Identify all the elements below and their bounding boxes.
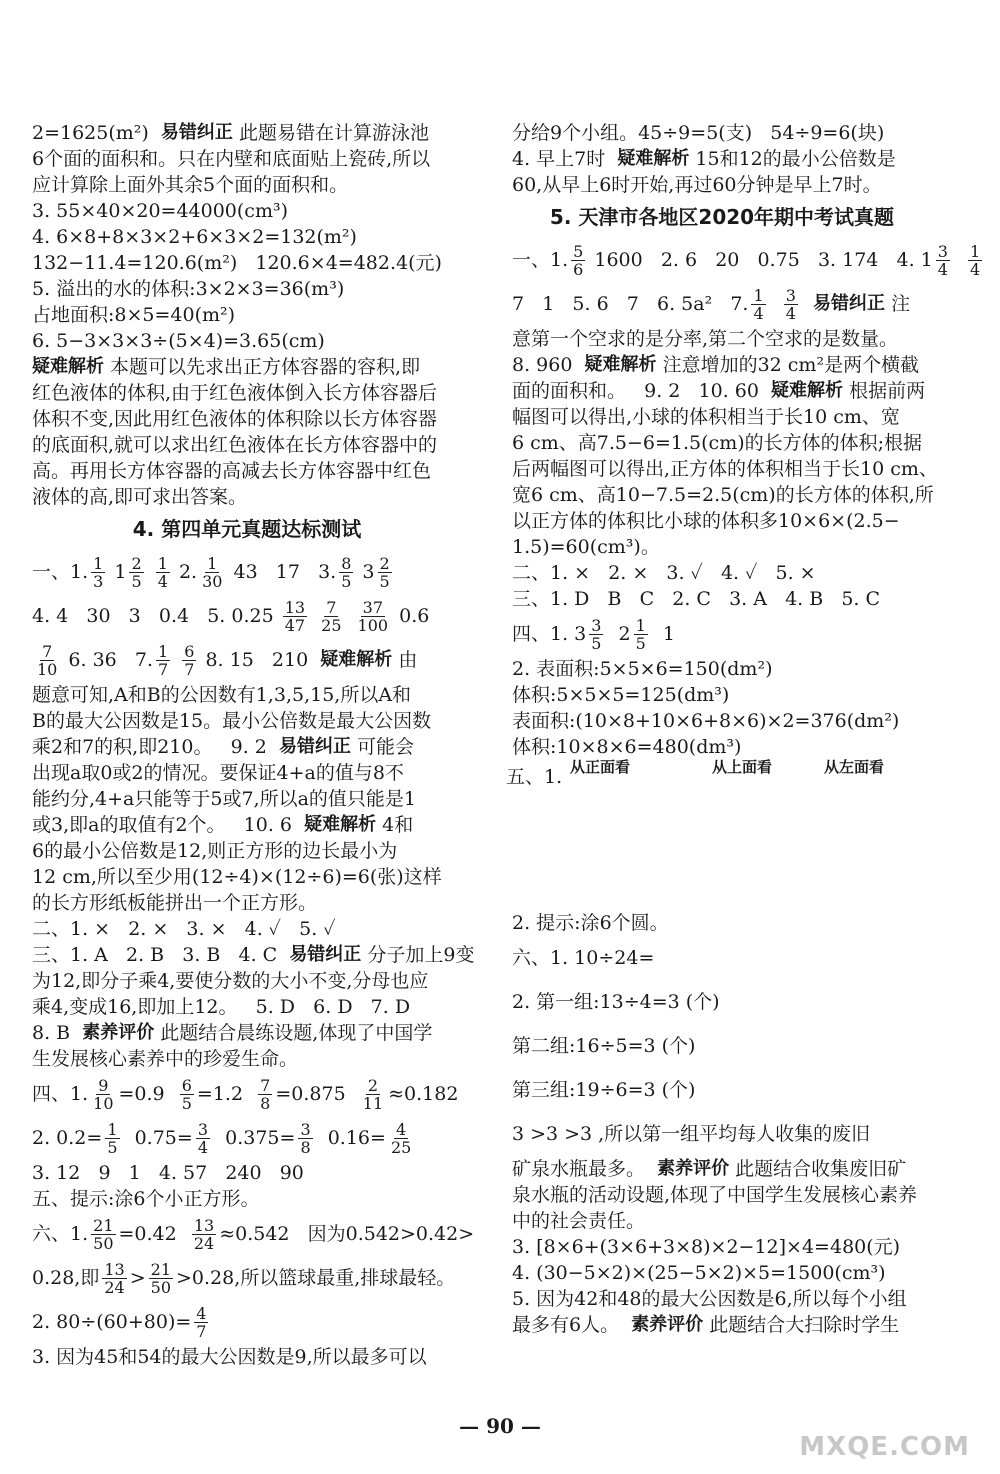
text-line: 六、1. $\frac{21}{50}$ =0.42 $\frac{13}{24}$ ≈0.542 因为0.542>0.42> xyxy=(32,1215,475,1253)
view-label-left: 从左面看 xyxy=(824,758,885,776)
watermark-logo: MXQE.COM xyxy=(799,1432,970,1462)
text-line: 2. 第一组:13÷4=3 (个) xyxy=(512,991,720,1013)
text-line: 表面积:(10×8+10×6+8×6)×2=376(dm²) xyxy=(512,710,900,732)
fraction: $\frac{37}{100}$ xyxy=(357,597,389,635)
text-line: 疑难解析 本题可以先求出正方体容器的容积,即 xyxy=(32,356,421,378)
text-line: 或3,即a的取值有2个。 10. 6 疑难解析 4和 xyxy=(32,814,414,836)
fraction: $\frac{5}{6}$ xyxy=(573,241,584,279)
text-line: 分给9个小组。45÷9=5(支) 54÷9=6(块) xyxy=(512,122,885,144)
text-line: 面的面积和。 9. 2 10. 60 疑难解析 根据前两 xyxy=(512,380,926,402)
fraction: $\frac{8}{5}$ xyxy=(341,553,352,591)
fraction: $\frac{1}{4}$ xyxy=(753,285,764,323)
fraction: $\frac{13}{24}$ xyxy=(104,1259,125,1297)
fraction: $\frac{4}{7}$ xyxy=(196,1303,207,1341)
view-label-front: 从正面看 xyxy=(570,758,631,776)
text-line: 8. 960 疑难解析 注意增加的32 cm²是两个横截 xyxy=(512,354,920,376)
text-line: 2. 80÷(60+80)= $\frac{4}{7}$ xyxy=(32,1303,207,1341)
text-line: 高。再用长方体容器的高减去长方体容器中红色 xyxy=(32,460,432,482)
text-line: 2. 0.2= $\frac{1}{5}$ 0.75= $\frac{3}{4}$ 0.375= $\frac{3}{8}$ 0.16= $\frac{4}{25}$ xyxy=(32,1119,412,1157)
text-line: 4. (30−5×2)×(25−5×2)×5=1500(cm³) xyxy=(512,1262,886,1284)
text-line: 8. B 素养评价 此题结合晨练设题,体现了中国学 xyxy=(32,1022,433,1044)
section-heading: 5. 天津市各地区2020年期中考试真题 xyxy=(549,205,895,229)
text-line: 60,从早上6时开始,再过60分钟是早上7时。 xyxy=(512,174,882,196)
text-line: 为12,即分子乘4,要使分数的大小不变,分母也应 xyxy=(32,970,429,992)
fraction: $\frac{13}{47}$ xyxy=(284,597,306,635)
literacy-evaluation-tag: 素养评价 xyxy=(82,1022,155,1043)
error-correction-tag: 易错纠正 xyxy=(813,293,886,314)
text-line: 乘2和7的积,即210。 9. 2 易错纠正 可能会 xyxy=(32,736,415,758)
analysis-tag: 疑难解析 xyxy=(304,814,377,835)
analysis-tag: 疑难解析 xyxy=(584,354,657,375)
analysis-tag: 疑难解析 xyxy=(320,649,393,670)
text-line: 第三组:19÷6=3 (个) xyxy=(512,1079,696,1101)
text-line: 后两幅图可以得出,正方体的体积相当于长10 cm、 xyxy=(512,458,938,480)
literacy-evaluation-tag: 素养评价 xyxy=(657,1158,730,1179)
text-line: 五、提示:涂6个小正方形。 xyxy=(32,1188,260,1210)
fraction: $\frac{1}{7}$ xyxy=(158,641,169,679)
fraction: $\frac{2}{5}$ xyxy=(379,553,390,591)
text-line: 以正方体的体积比小球的体积多10×6×(2.5− xyxy=(512,510,900,532)
text-line: 4. 4 30 3 0.4 5. 0.25 $\frac{13}{47}$ $\frac{7}{25}$ $\frac{37}{100}$ 0.6 xyxy=(32,597,430,635)
text-line: 中的社会责任。 xyxy=(512,1210,646,1232)
text-line: 2=1625(m²) 易错纠正 此题易错在计算游泳池 xyxy=(32,122,429,144)
text-line: 5. 因为42和48的最大公因数是6,所以每个小组 xyxy=(512,1288,907,1310)
text-line: 体积:10×8×6=480(dm³) xyxy=(512,736,742,758)
text-line: 6个面的面积和。只在内壁和底面贴上瓷砖,所以 xyxy=(32,148,431,170)
fraction: $\frac{7}{25}$ xyxy=(321,597,342,635)
text-line: 生发展核心素养中的珍爱生命。 xyxy=(32,1048,299,1070)
text-line: 3. 因为45和54的最大公因数是9,所以最多可以 xyxy=(32,1346,427,1368)
text-line: 一、1. $\frac{1}{3}$ 1 $\frac{2}{5}$ $\frac{1}{4}$ 2. $\frac{1}{30}$ 43 17 3. $\frac{8}{5}$ 3 $\frac{2}{5}$ xyxy=(32,553,390,591)
fraction: $\frac{4}{25}$ xyxy=(390,1119,412,1157)
text-line: 的长方形纸板能拼出一个正方形。 xyxy=(32,892,318,914)
error-correction-tag: 易错纠正 xyxy=(160,122,233,143)
text-line: B的最大公因数是15。最小公倍数是最大公因数 xyxy=(32,710,432,732)
text-line: 能约分,4+a只能等于5或7,所以a的值只能是1 xyxy=(32,788,417,810)
text-line: 四、1. 3 $\frac{3}{5}$ 2 $\frac{1}{5}$ 1 xyxy=(512,615,675,653)
fraction: $\frac{6}{7}$ xyxy=(184,641,195,679)
text-line: 第二组:16÷5=3 (个) xyxy=(512,1035,696,1057)
text-line: 3. 55×40×20=44000(cm³) xyxy=(32,200,288,222)
fraction: $\frac{7}{8}$ xyxy=(260,1075,271,1113)
text-line: 0.28,即 $\frac{13}{24}$ > $\frac{21}{50}$ >0.28,所以篮球最重,排球最轻。 xyxy=(32,1259,456,1297)
fraction: $\frac{3}{4}$ xyxy=(785,285,796,323)
text-line: 3 >3 >3 ,所以第一组平均每人收集的废旧 xyxy=(512,1123,871,1145)
text-line: 1.5)=60(cm³)。 xyxy=(512,536,660,558)
fraction: $\frac{13}{24}$ xyxy=(193,1215,215,1253)
fraction: $\frac{3}{4}$ xyxy=(197,1119,209,1157)
fraction: $\frac{1}{4}$ xyxy=(970,241,981,279)
text-line: 题意可知,A和B的公因数有1,3,5,15,所以A和 xyxy=(32,684,412,706)
analysis-tag: 疑难解析 xyxy=(32,356,104,377)
fraction: $\frac{6}{5}$ xyxy=(181,1075,192,1113)
fraction: $\frac{21}{50}$ xyxy=(150,1259,171,1297)
text-line: 应计算除上面外其余5个面的面积和。 xyxy=(32,174,349,196)
fraction: $\frac{1}{5}$ xyxy=(107,1119,118,1157)
text-line: 意第一个空求的是分率,第二个空求的是数量。 xyxy=(512,328,899,350)
fraction: $\frac{3}{4}$ xyxy=(937,241,948,279)
text-line: 液体的高,即可求出答案。 xyxy=(32,486,248,508)
text-line: 4. 早上7时 疑难解析 15和12的最小公倍数是 xyxy=(512,148,896,170)
text-line: 2. 表面积:5×5×6=150(dm²) xyxy=(512,658,773,680)
fraction: $\frac{1}{3}$ xyxy=(93,553,104,591)
fraction: $\frac{3}{5}$ xyxy=(591,615,602,653)
error-correction-tag: 易错纠正 xyxy=(278,736,351,757)
right-column xyxy=(506,120,981,1338)
text-line: 三、1. D B C 2. C 3. A 4. B 5. C xyxy=(512,588,881,610)
fraction: $\frac{21}{50}$ xyxy=(93,1215,114,1253)
fraction: $\frac{1}{4}$ xyxy=(157,553,168,591)
text-line: 体积:5×5×5=125(dm³) xyxy=(512,684,730,706)
text-line: 五、1. xyxy=(506,766,563,788)
section-heading: 4. 第四单元真题达标测试 xyxy=(132,517,362,541)
text-line: 二、1. × 2. × 3. ✓ 4. ✓ 5. × xyxy=(512,562,816,584)
text-line: 六、1. 10÷24= xyxy=(512,947,655,969)
fraction: $\frac{9}{10}$ xyxy=(93,1075,114,1113)
text-line: 一、1. $\frac{5}{6}$ 1600 2. 6 20 0.75 3. 174 4. 1 $\frac{3}{4}$ $\frac{1}{4}$ xyxy=(512,241,981,279)
fraction: $\frac{7}{10}$ xyxy=(37,641,58,679)
text-line: 出现a取0或2的情况。要保证4+a的值与8不 xyxy=(32,762,404,784)
fraction: $\frac{2}{11}$ xyxy=(362,1075,384,1113)
text-line: 3. [8×6+(3×6+3×8)×2−12]×4=480(元) xyxy=(512,1236,901,1258)
literacy-evaluation-tag: 素养评价 xyxy=(631,1314,704,1335)
text-line: 最多有6人。 素养评价 此题结合大扫除时学生 xyxy=(512,1314,900,1336)
text-line: 体积不变,因此用红色液体的体积除以长方体容器 xyxy=(32,408,438,430)
text-line: 3. 12 9 1 4. 57 240 90 xyxy=(32,1162,304,1184)
analysis-tag: 疑难解析 xyxy=(617,148,690,169)
error-correction-tag: 易错纠正 xyxy=(289,944,362,965)
page-number: — 90 — xyxy=(459,1414,541,1438)
text-line: 的底面积,就可以求出红色液体在长方体容器中的 xyxy=(32,434,438,456)
fraction: $\frac{1}{30}$ xyxy=(202,553,223,591)
text-line: 4. 6×8+8×3×2+6×3×2=132(m²) xyxy=(32,226,357,248)
text-line: $\frac{7}{10}$ 6. 36 7. $\frac{1}{7}$ $\frac{6}{7}$ 8. 15 210 疑难解析 由 xyxy=(37,641,418,679)
three-view-grid xyxy=(506,758,932,910)
text-line: 幅图可以得出,小球的体积相当于长10 cm、宽 xyxy=(512,406,900,428)
text-line: 占地面积:8×5=40(m²) xyxy=(32,304,236,326)
fraction: $\frac{1}{5}$ xyxy=(635,615,646,653)
analysis-tag: 疑难解析 xyxy=(771,380,844,401)
text-line: 三、1. A 2. B 3. B 4. C 易错纠正 分子加上9变 xyxy=(32,944,475,966)
text-line: 乘4,变成16,即加上12。 5. D 6. D 7. D xyxy=(32,996,411,1018)
text-line: 5. 溢出的水的体积:3×2×3=36(m³) xyxy=(32,278,345,300)
left-column xyxy=(32,120,475,1370)
text-line: 矿泉水瓶最多。 素养评价 此题结合收集废旧矿 xyxy=(512,1158,907,1180)
text-line: 12 cm,所以至少用(12÷4)×(12÷6)=6(张)这样 xyxy=(32,866,442,888)
text-line: 6. 5−3×3×3÷(5×4)=3.65(cm) xyxy=(32,330,325,352)
text-line: 宽6 cm、高10−7.5=2.5(cm)的长方体的体积,所 xyxy=(512,484,934,506)
text-line: 四、1. $\frac{9}{10}$ =0.9 $\frac{6}{5}$ =1.2 $\frac{7}{8}$ =0.875 $\frac{2}{11}$ ≈0.182 xyxy=(32,1075,459,1113)
text-line: 二、1. × 2. × 3. × 4. ✓ 5. ✓ xyxy=(32,918,336,940)
text-line: 红色液体的体积,由于红色液体倒入长方体容器后 xyxy=(32,382,438,404)
view-label-top: 从上面看 xyxy=(712,758,773,776)
text-line: 泉水瓶的活动设题,体现了中国学生发展核心素养 xyxy=(512,1184,918,1206)
text-line: 2. 提示:涂6个圆。 xyxy=(512,912,669,934)
text-line: 6 cm、高7.5−6=1.5(cm)的长方体的体积;根据 xyxy=(512,432,923,454)
fraction: $\frac{3}{8}$ xyxy=(300,1119,311,1157)
text-line: 7 1 5. 6 7 6. 5a² 7. $\frac{1}{4}$ $\frac{3}{4}$ 易错纠正 注 xyxy=(512,285,911,323)
fraction: $\frac{2}{5}$ xyxy=(131,553,142,591)
text-line: 6的最小公倍数是12,则正方形的边长最小为 xyxy=(32,840,398,862)
text-line: 132−11.4=120.6(m²) 120.6×4=482.4(元) xyxy=(32,252,442,274)
